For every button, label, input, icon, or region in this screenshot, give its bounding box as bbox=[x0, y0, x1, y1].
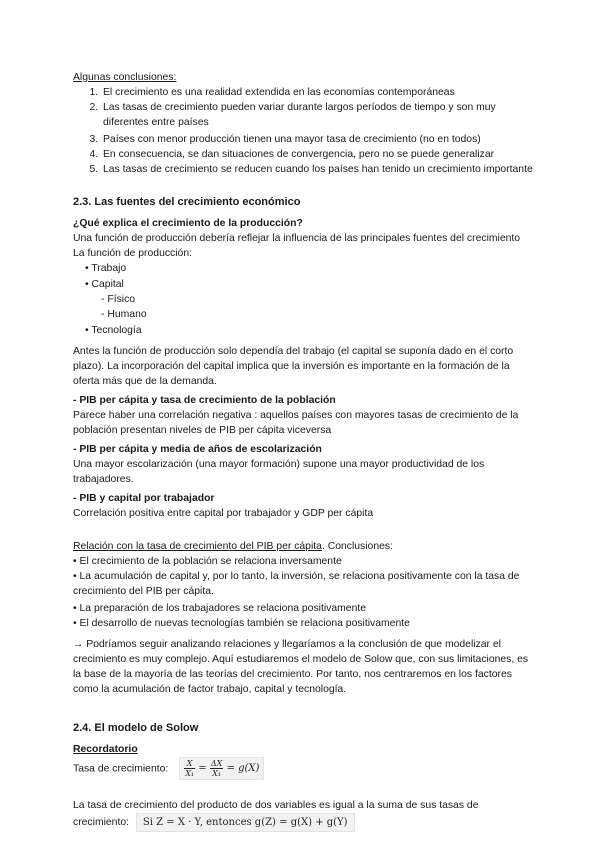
fraction: $\frac{X}{\text{X₁}}$ bbox=[185, 759, 195, 778]
factor-item: • Trabajo bbox=[85, 263, 127, 274]
relation-rest: . Conclusiones: bbox=[321, 541, 393, 552]
product-formula: Si Z = X · Y, entonces g(Z) = g(X) + g(Y) bbox=[136, 813, 355, 832]
growth-rate-formula: $\frac{X}{\text{X₁}}$ = $\frac{\Delta X}{\text{X₁}}$ = g(X) bbox=[179, 757, 264, 780]
relation-underlined: Relación con la tasa de crecimiento del PIB per cápita bbox=[73, 541, 322, 552]
section-title: 2.4. El modelo de Solow bbox=[73, 722, 199, 734]
section-title: 2.3. Las fuentes del crecimiento económico bbox=[73, 196, 301, 208]
arrow-paragraph: → Podríamos seguir analizando relaciones y llegaríamos a la conclusión de que modelizar el crecimiento es muy complejo. Aquí estudiaremos el modelo de Solow que, con sus limitaciones, es la base de la mayoría de las teorías del crecimiento. Por tanto, nos centraremos en los factores como la acumulación de factor trabajo, capital y tecnología. bbox=[73, 639, 529, 695]
factor-item bbox=[85, 277, 533, 323]
conclusion-item: 1. El crecimiento es una realidad extendida en las economías contemporáneas bbox=[101, 85, 533, 100]
capital-sublist bbox=[85, 292, 533, 323]
conclusion-item: 3. Países con menor producción tienen una mayor tasa de crecimiento (no en todos) bbox=[101, 132, 533, 147]
sub-item: - Físico bbox=[101, 293, 136, 305]
conclusions-heading: Algunas conclusiones: bbox=[73, 72, 177, 83]
paragraph: Una mayor escolarización (una mayor formación) supone una mayor productividad de los trabajadores. bbox=[73, 459, 485, 485]
product-label: crecimiento: bbox=[73, 817, 130, 828]
conclusions-list bbox=[73, 85, 533, 177]
conclusion-item: 5. Las tasas de crecimiento se reducen cuando los países han tenido un crecimiento importante bbox=[101, 162, 533, 177]
factor-list bbox=[73, 261, 533, 338]
paragraph: Una función de producción debería reflejar la influencia de las principales fuentes del crecimiento bbox=[73, 233, 521, 244]
reminder-heading: Recordatorio bbox=[73, 744, 138, 755]
conclusion-item: 2. Las tasas de crecimiento pueden variar durante largos períodos de tiempo y son muy diferentes entre países bbox=[101, 100, 533, 130]
relation-item: • La preparación de los trabajadores se relaciona positivamente bbox=[73, 603, 367, 614]
paragraph: La función de producción: bbox=[73, 248, 193, 259]
subheading: - PIB y capital por trabajador bbox=[73, 493, 215, 504]
subheading: - PIB per cápita y tasa de crecimiento de la población bbox=[73, 395, 336, 406]
relation-item: • La acumulación de capital y, por lo tanto, la inversión, se relaciona positivamente con la tasa de crecimiento del PIB per cápita. bbox=[73, 571, 520, 597]
relation-item: • El desarrollo de nuevas tecnologías también se relaciona positivamente bbox=[73, 618, 410, 629]
fraction: $\frac{\Delta X}{\text{X₁}}$ bbox=[210, 759, 223, 778]
document-page bbox=[73, 70, 533, 832]
subheading: - PIB per cápita y media de años de escolarización bbox=[73, 444, 322, 455]
conclusion-item: 4. En consecuencia, se dan situaciones de convergencia, pero no se puede generalizar bbox=[101, 147, 533, 162]
growth-rate-label: Tasa de crecimiento: bbox=[73, 763, 169, 775]
section-question: ¿Qué explica el crecimiento de la producción? bbox=[73, 218, 303, 229]
paragraph: Antes la función de producción solo dependía del trabajo (el capital se suponía dado en el corto plazo). La incorporación del capital implica que la inversión es importante en la formación de la oferta más que de la demanda. bbox=[73, 346, 514, 387]
relation-item: • El crecimiento de la población se relaciona inversamente bbox=[73, 556, 342, 567]
paragraph: La tasa de crecimiento del producto de dos variables es igual a la suma de sus tasas de bbox=[73, 800, 479, 811]
paragraph: Parece haber una correlación negativa : aquellos países con mayores tasas de crecimiento de la población presentan niveles de PIB per cápita viceversa bbox=[73, 410, 519, 436]
relation-heading bbox=[73, 539, 533, 554]
factor-item: • Tecnología bbox=[85, 324, 142, 336]
growth-rate-line bbox=[73, 757, 533, 780]
factor-label: • Capital bbox=[85, 278, 124, 290]
paragraph: Correlación positiva entre capital por trabajador y GDP per cápita bbox=[73, 508, 374, 519]
product-line bbox=[73, 813, 533, 832]
sub-item: - Humano bbox=[101, 309, 147, 320]
